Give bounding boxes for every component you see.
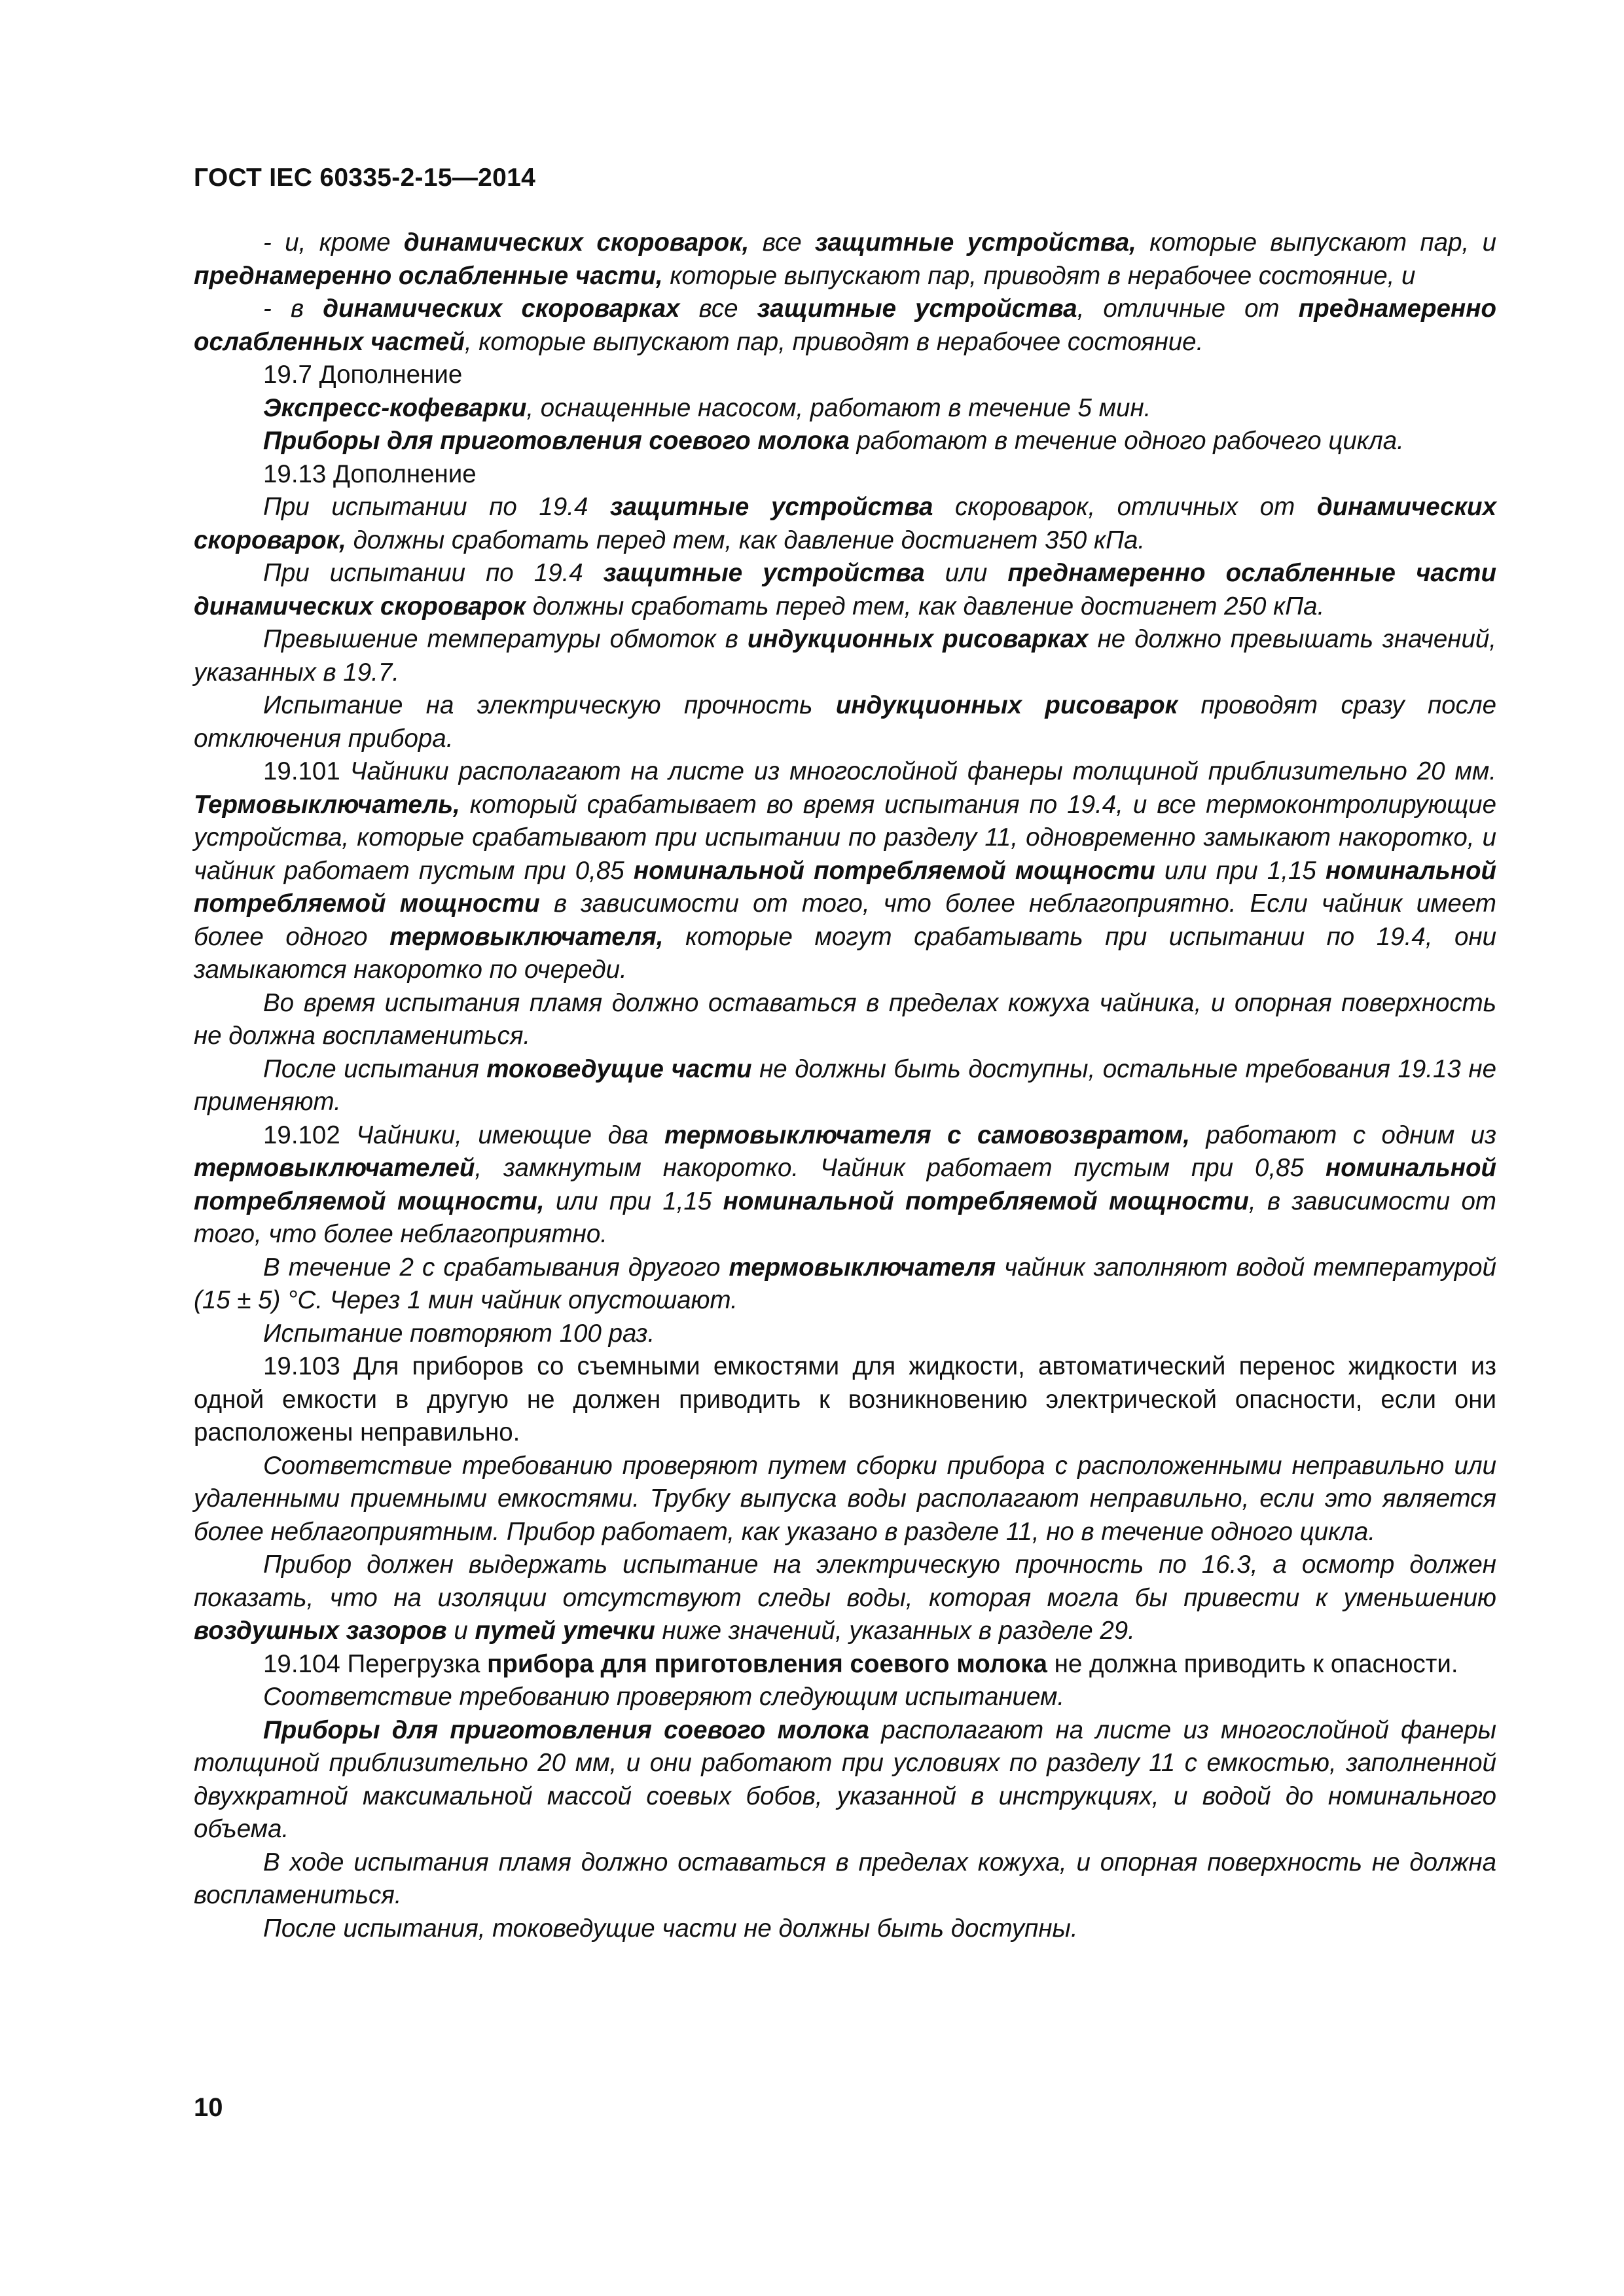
text-run: должны сработать перед тем, как давление достигнет 250 кПа. [526, 592, 1325, 620]
text-run: - и, кроме [263, 228, 404, 257]
text-run: или [924, 559, 1008, 587]
text-run: , отличные от [1077, 295, 1299, 323]
paragraph [194, 1912, 1496, 1946]
text-run: работают в течение одного рабочего цикла. [849, 427, 1404, 455]
text-run: работают с одним из [1189, 1121, 1497, 1149]
text-run: 19.103 Для приборов со съемными емкостями для жидкости, автоматический перенос жидкости из одной емкости в другую не должен приводить к возникновению электрической опасности, если они расположены неправильно. [194, 1352, 1496, 1446]
text-run: и [446, 1617, 475, 1645]
bold-term: индукционных рисоварках [747, 625, 1089, 653]
paragraph [194, 1053, 1496, 1119]
text-run: 19.7 Дополнение [263, 361, 463, 389]
bold-term: преднамеренно ослабленных частей [194, 295, 1496, 356]
page-number: 10 [194, 2093, 223, 2122]
paragraph [194, 689, 1496, 755]
paragraph [194, 1681, 1496, 1714]
bold-term: Приборы для приготовления соевого молока [263, 427, 850, 455]
paragraph [194, 1648, 1496, 1681]
paragraph [194, 359, 1496, 392]
text-run: не должны быть доступны, остальные требования 19.13 не применяют. [194, 1054, 1496, 1116]
text-run: , оснащенные насосом, работают в течение 5 мин. [526, 393, 1151, 422]
text-run: 19.102 [263, 1121, 357, 1149]
bold-term: термовыключателя, [389, 922, 664, 951]
text-run: или при 1,15 [1155, 856, 1326, 885]
text-run: чайник заполняют водой температурой (15 ± 5) °С. Через 1 мин чайник опустошают. [194, 1253, 1496, 1314]
text-run: который срабатывает во время испытания по 19.4, и все термоконтролирующие устройства, которые срабатывают при испытании по разделу 11, одновременно замыкают накоротко, и чайник работает пустым при 0,85 [194, 790, 1496, 885]
bold-term: Экспресс-кофеварки [263, 393, 527, 422]
paragraph [194, 226, 1496, 293]
paragraph [194, 425, 1496, 458]
bold-term: термовыключателя с самовозвратом, [664, 1121, 1190, 1149]
text-run: должны сработать перед тем, как давление достигнет 350 кПа. [346, 526, 1146, 554]
paragraph [194, 293, 1496, 359]
bold-term: индукционных рисоварок [835, 691, 1178, 719]
paragraph [194, 1846, 1496, 1912]
paragraph [194, 491, 1496, 557]
paragraph [194, 987, 1496, 1053]
paragraph [194, 1714, 1496, 1846]
document-body [194, 226, 1496, 1945]
paragraph [194, 1119, 1496, 1251]
text-run: Чайники располагают на листе из многослойной фанеры толщиной приблизительно 20 мм. [350, 757, 1497, 785]
bold-term: динамических скороварок, [194, 493, 1496, 554]
text-run: Чайники, имеющие два [356, 1121, 664, 1149]
bold-term: защитные устройства, [814, 228, 1136, 257]
text-run: 19.101 [263, 757, 350, 785]
paragraph [194, 392, 1496, 425]
bold-term: динамических скороварках [323, 295, 680, 323]
bold-term: токоведущие части [486, 1054, 752, 1083]
text-run: не должна приводить к опасности. [1047, 1649, 1458, 1678]
paragraph [194, 755, 1496, 987]
paragraph [194, 557, 1496, 623]
text-run: Превышение температуры обмоток в [263, 625, 748, 653]
text-run: Во время испытания пламя должно оставаться в пределах кожуха чайника, и опорная поверхность не должна воспламениться. [194, 988, 1496, 1050]
paragraph [194, 623, 1496, 689]
bold-term: путей утечки [475, 1617, 655, 1645]
text-run: Соответствие требованию проверяют следующим испытанием. [263, 1683, 1065, 1711]
bold-term: номинальной потребляемой мощности [723, 1187, 1249, 1215]
text-run: После испытания, токоведущие части не должны быть доступны. [263, 1914, 1078, 1943]
text-run: Соответствие требованию проверяют путем сборки прибора с расположенными неправильно или удаленными приемными емкостями. Трубку выпуска воды располагают неправильно, если это является более неблагоприятным. Прибор работает, как указано в разделе 11, но в течение одного цикла. [194, 1451, 1496, 1546]
bold-term: защитные устройства [603, 559, 925, 587]
bold-term: преднамеренно ослабленные части динамических скороварок [194, 559, 1496, 620]
text-run: проводят сразу после отключения прибора. [194, 691, 1497, 753]
text-run: все [679, 295, 757, 323]
bold-term: защитные устройства [609, 493, 933, 521]
bold-term: Термовыключатель, [194, 790, 460, 819]
text-run: Испытание на электрическую прочность [263, 691, 836, 719]
paragraph [194, 1350, 1496, 1450]
text-run: скороварок, отличных от [933, 493, 1317, 521]
text-run: которые выпускают пар, приводят в нерабочее состояние, и [662, 261, 1416, 290]
bold-term: номинальной потребляемой мощности [194, 856, 1496, 918]
text-run: , замкнутым накоротко. Чайник работает пустым при 0,85 [475, 1154, 1326, 1182]
text-run: все [749, 228, 815, 257]
paragraph [194, 1318, 1496, 1351]
text-run: , которые выпускают пар, приводят в нерабочее состояние. [464, 327, 1204, 356]
bold-term: термовыключателей [194, 1154, 475, 1182]
bold-term: номинальной потребляемой мощности [633, 856, 1155, 885]
text-run: не должно превышать значений, указанных в 19.7. [194, 625, 1496, 687]
text-run: которые выпускают пар, и [1136, 228, 1496, 257]
text-run: При испытании по 19.4 [263, 559, 604, 587]
bold-term: защитные устройства [757, 295, 1077, 323]
text-run: ниже значений, указанных в разделе 29. [655, 1617, 1135, 1645]
text-run: 19.13 Дополнение [263, 459, 477, 488]
text-run: в зависимости от того, что более неблагоприятно. Если чайник имеет более одного [194, 889, 1496, 951]
text-run: После испытания [263, 1054, 487, 1083]
text-run: В ходе испытания пламя должно оставаться в пределах кожуха, и опорная поверхность не должна воспламениться. [194, 1848, 1496, 1909]
bold-term: прибора для приготовления соевого молока [487, 1649, 1047, 1678]
document-code-header: ГОСТ IEC 60335-2-15—2014 [194, 164, 536, 192]
paragraph [194, 1549, 1496, 1648]
text-run: Испытание повторяют 100 раз. [263, 1319, 655, 1348]
text-run: располагают на листе из многослойной фанеры толщиной приблизительно 20 мм, и они работают при условиях по разделу 11 с емкостью, заполненной двухкратной максимальной массой соевых бобов, указанной в инструкциях, и водой до номинального объема. [194, 1715, 1496, 1843]
text-run: При испытании по 19.4 [263, 493, 610, 521]
paragraph [194, 1450, 1496, 1549]
paragraph [194, 1251, 1496, 1318]
bold-term: преднамеренно ослабленные части, [194, 261, 663, 290]
text-run: или при 1,15 [544, 1187, 723, 1215]
bold-term: Приборы для приготовления соевого молока [263, 1715, 870, 1744]
bold-term: воздушных зазоров [194, 1617, 447, 1645]
bold-term: термовыключателя [729, 1253, 996, 1282]
text-run: , в зависимости от того, что более неблагоприятно. [194, 1187, 1496, 1248]
text-run: 19.104 Перегрузка [263, 1649, 488, 1678]
text-run: которые могут срабатывать при испытании по 19.4, они замыкаются накоротко по очереди. [194, 922, 1496, 984]
bold-term: динамических скороварок, [403, 228, 749, 257]
paragraph [194, 458, 1496, 492]
bold-term: номинальной потребляемой мощности, [194, 1154, 1496, 1215]
text-run: - в [263, 295, 323, 323]
text-run: Прибор должен выдержать испытание на электрическую прочность по 16.3, а осмотр должен показать, что на изоляции отсутствуют следы воды, которая могла бы привести к уменьшению [194, 1551, 1496, 1612]
text-run: В течение 2 с срабатывания другого [263, 1253, 729, 1282]
